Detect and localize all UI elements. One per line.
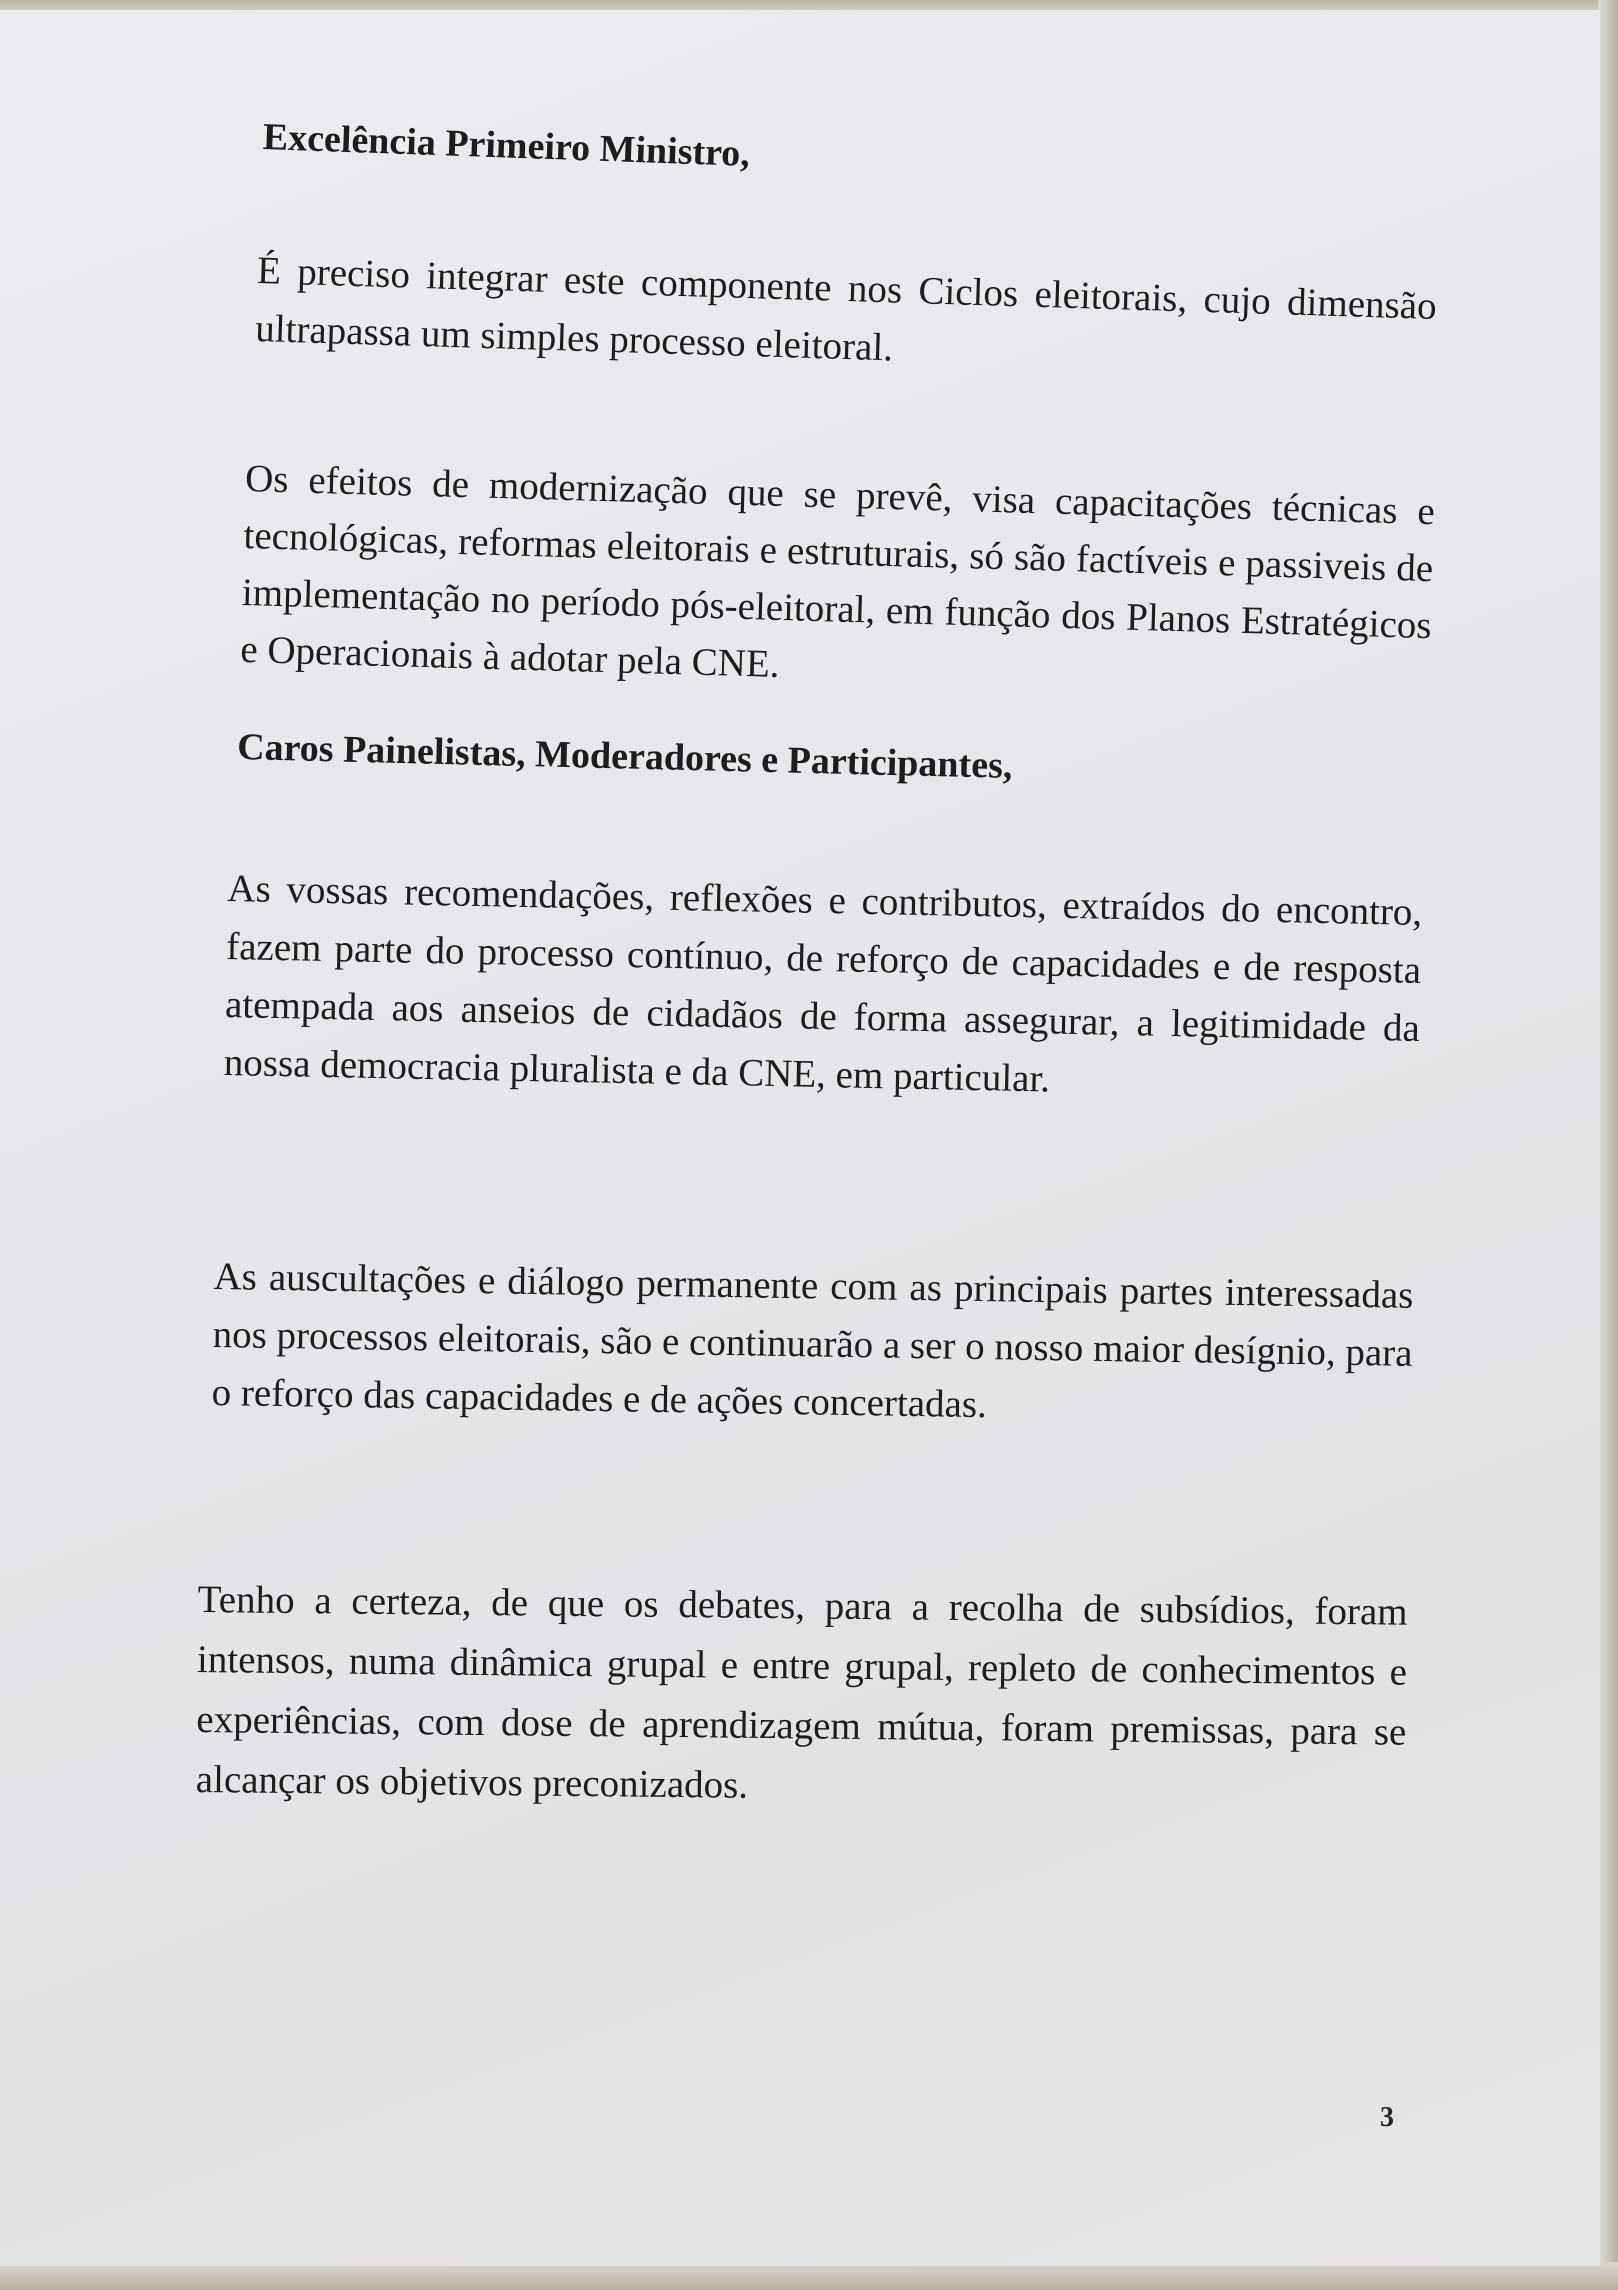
paragraph-dialogue: As auscultações e diálogo permanente com as principais partes interessadas nos processos eleitorais, são e continuarão a ser o nosso maior desígnio, para o reforço das capacidades e de ações concertadas. [211, 1254, 1414, 1427]
salutation-panelists: Caros Painelistas, Moderadores e Participantes, [236, 725, 1013, 787]
paragraph-debates: Tenho a certeza, de que os debates, para a recolha de subsídios, foram intensos, numa dinâmica grupal e entre grupal, repleto de conhecimentos e experiências, com dose de aprendizagem mútua, foram premissas, para se alcançar os objetivos preconizados. [195, 1577, 1408, 1807]
paragraph-recommendations: As vossas recomendações, reflexões e contributos, extraídos do encontro, fazem parte do processo contínuo, de reforço de capacidades e de resposta atempada aos anseios de cidadãos de forma assegurar, a legitimidade da nossa democracia pluralista e da CNE, em particular. [223, 866, 1423, 1101]
desk-edge-bottom [0, 2262, 1618, 2290]
desk-edge-right [1598, 0, 1618, 2290]
paper-sheet [0, 10, 1600, 2266]
paragraph-integration: É preciso integrar este componente nos Ciclos eleitorais, cujo dimensão ultrapassa um simples processo eleitoral. [254, 248, 1438, 370]
paragraph-modernization: Os efeitos de modernização que se prevê, visa capacitações técnicas e tecnológicas, reformas eleitorais e estruturais, só são factíveis e passiveis de implementação no período pós-eleitoral, em função dos Planos Estratégicos e Operacionais à adotar pela CNE. [239, 456, 1436, 686]
page-number: 3 [1380, 2102, 1394, 2133]
salutation-prime-minister: Excelência Primeiro Ministro, [262, 115, 751, 175]
